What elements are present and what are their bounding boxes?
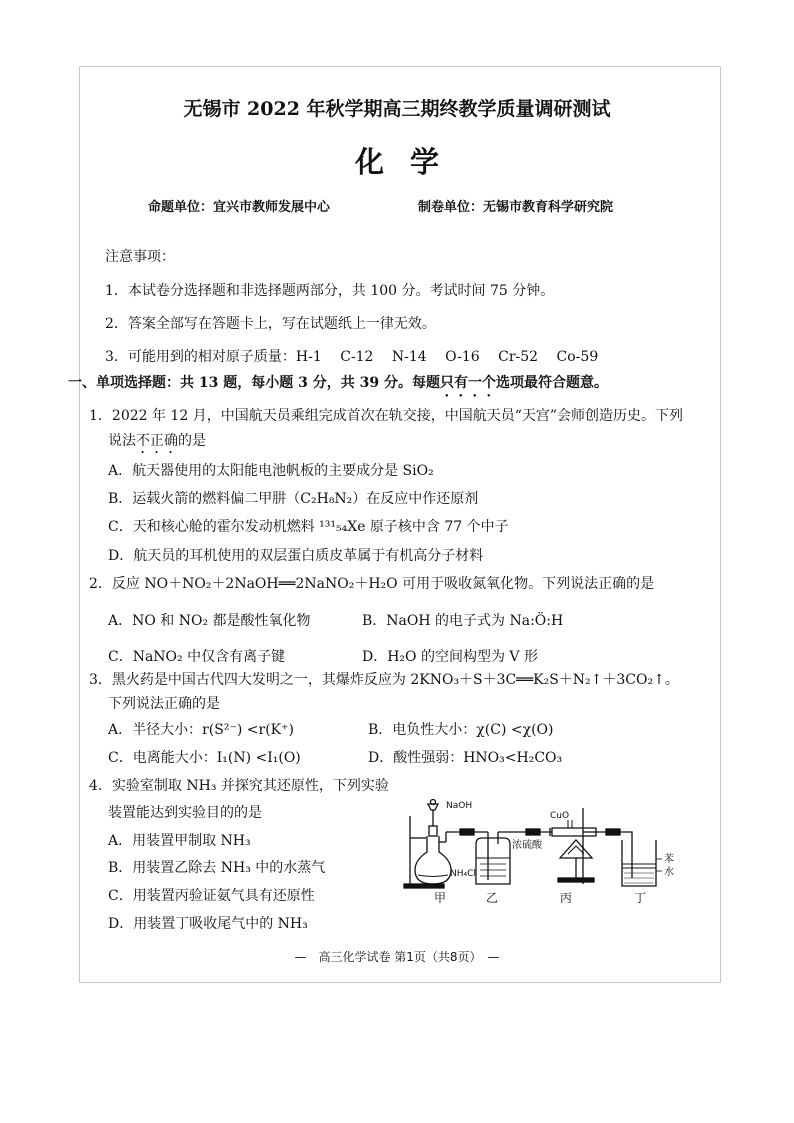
q4-stem: 4．实验室制取 NH₃ 并探究其还原性，下列实验 [89, 778, 389, 794]
label-benzene: 苯 [664, 854, 674, 865]
section-suffix: 选项最符合题意。 [495, 375, 608, 391]
apparatus-diagram [400, 798, 700, 910]
q2-option-b: B．NaOH 的电子式为 Na:Ö:H [362, 613, 564, 629]
label-yi: 乙 [486, 891, 499, 905]
q1-option-a: A．航天器使用的太阳能电池帆板的主要成分是 SiO₂ [108, 463, 434, 479]
notice-item: 3．可能用到的相对原子质量：H-1 C-12 N-14 O-16 Cr-52 Co-59 [105, 349, 599, 365]
q1-option-b: B．运载火箭的燃料偏二甲肼（C₂H₈N₂）在反应中作还原剂 [108, 491, 479, 507]
section-emphasis: 只有一个 [439, 375, 496, 391]
subject-title: 化学 [354, 145, 465, 179]
q1-emphasis: 不正确 [136, 433, 178, 449]
q3-option-c: C．电离能大小：I₁(N) <I₁(O) [108, 750, 301, 766]
q3-stem: 3．黑火药是中国古代四大发明之一，其爆炸反应为 2KNO₃＋S＋3C══K₂S＋N₂↑＋3CO₂↑。 [89, 672, 679, 688]
stand-jia [404, 816, 444, 888]
section-prefix: 一、单项选择题：共 13 题，每小题 3 分，共 39 分。每题 [68, 375, 440, 391]
q1-stem: 1．2022 年 12 月，中国航天员乘组完成首次在轨交接，中国航天员“天宫”会师创造历史。下列 [89, 408, 684, 424]
page-footer: — 高三化学试卷 第1页（共8页） — [294, 950, 500, 964]
label-bing: 丙 [560, 891, 573, 905]
q4-option-c: C．用装置丙验证氨气具有还原性 [108, 888, 315, 904]
q3-option-d: D．酸性强弱：HNO₃<H₂CO₃ [368, 750, 563, 766]
proposer-unit: 命题单位：宜兴市教师发展中心 [148, 200, 331, 215]
notice-item: 1．本试卷分选择题和非选择题两部分，共 100 分。考试时间 75 分钟。 [105, 283, 555, 299]
hose [526, 829, 540, 835]
q2-stem: 2．反应 NO＋NO₂＋2NaOH══2NaNO₂＋H₂O 可用于吸收氮氧化物。下列说法正确的是 [89, 576, 655, 592]
q1-stem-text: 说法 [108, 433, 136, 449]
q2-option-a: A．NO 和 NO₂ 都是酸性氧化物 [108, 613, 311, 629]
notice-heading: 注意事项： [105, 249, 175, 265]
q1-option-c: C．天和核心舱的霍尔发动机燃料 ¹³¹₅₄Xe 原子核中含 77 个中子 [108, 519, 509, 535]
q3-option-a: A．半径大小：r(S²⁻) <r(K⁺) [108, 722, 294, 738]
label-naoh: NaOH [446, 801, 473, 811]
label-ding: 丁 [634, 891, 647, 905]
producer-unit: 制卷单位：无锡市教育科学研究院 [418, 200, 614, 215]
notice-item: 2．答案全部写在答题卡上，写在试题纸上一律无效。 [105, 316, 436, 332]
label-nh4cl: NH₄Cl [450, 869, 476, 879]
beaker-ding [622, 840, 662, 886]
label-cuo: CuO [550, 811, 570, 821]
flask-jia [415, 800, 451, 885]
hose [606, 829, 620, 835]
exam-title: 无锡市 2022 年秋学期高三期终教学质量调研测试 [183, 98, 611, 120]
q4-stem-line2: 装置能达到实验目的的是 [108, 805, 262, 821]
q4-option-a: A．用装置甲制取 NH₃ [108, 833, 251, 849]
q4-option-d: D．用装置丁吸收尾气中的 NH₃ [108, 916, 308, 932]
label-acid: 浓硫酸 [512, 840, 542, 851]
q1-option-d: D．航天员的耳机使用的双层蛋白质皮革属于有机高分子材料 [108, 548, 484, 564]
q4-option-b: B．用装置乙除去 NH₃ 中的水蒸气 [108, 860, 326, 876]
q3-stem-line2: 下列说法正确的是 [108, 696, 220, 712]
q2-option-c: C．NaNO₂ 中仅含有离子键 [108, 649, 286, 665]
hose [460, 829, 474, 835]
tube-bing-ding [596, 832, 632, 878]
label-water: 水 [664, 867, 674, 878]
q2-option-d: D．H₂O 的空间构型为 V 形 [362, 649, 538, 665]
q1-stem-text: 的是 [178, 433, 206, 449]
q1-stem-line2 [108, 430, 206, 457]
section-heading [68, 372, 608, 400]
q3-option-b: B．电负性大小：χ(C) <χ(O) [368, 722, 554, 738]
label-jia: 甲 [434, 891, 447, 905]
